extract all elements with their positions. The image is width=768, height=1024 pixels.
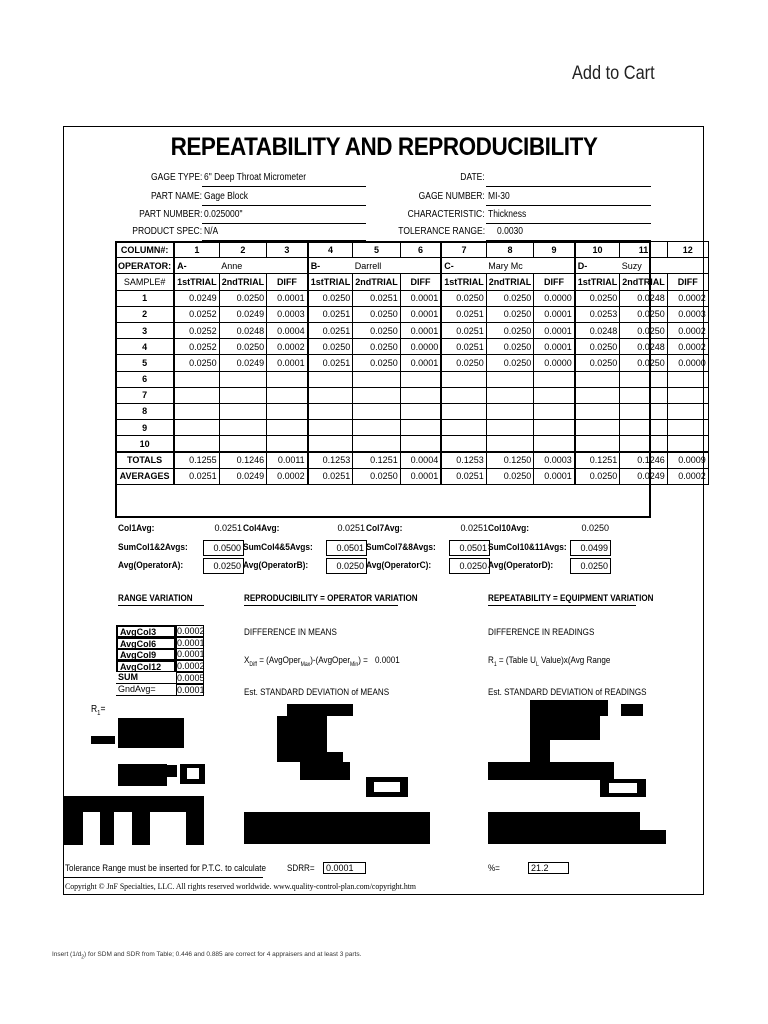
measurement-cell: 0.0002 <box>667 322 708 338</box>
measurement-cell <box>441 371 486 387</box>
measurement-cell <box>667 387 708 403</box>
measurement-cell: 0.0252 <box>174 339 219 355</box>
column-number: 7 <box>441 242 486 258</box>
column-number: 1 <box>174 242 219 258</box>
measurement-cell: 0.0251 <box>353 290 401 306</box>
measurement-cell <box>667 403 708 419</box>
measurement-cell: 0.0250 <box>353 339 401 355</box>
measurement-cell: 0.0250 <box>620 322 668 338</box>
measurement-cell <box>575 403 620 419</box>
measurement-cell: 0.0248 <box>620 339 668 355</box>
r1-label: $R_1=$ <box>91 704 106 717</box>
measurement-cell <box>575 436 620 452</box>
repeatability-title: REPEATABILITY = EQUIPMENT VARIATION <box>488 593 654 604</box>
sample-number: 2 <box>116 306 175 322</box>
measurement-cell: 0.0250 <box>353 355 401 371</box>
measurement-cell: 0.0251 <box>308 355 353 371</box>
summary-label: SumCol10&11Avgs: <box>488 542 567 553</box>
operator-name: Suzy <box>620 258 709 274</box>
average-cell: 0.0250 <box>575 468 620 484</box>
summary-label: Col7Avg: <box>366 523 403 534</box>
range-label: GndAvg= <box>116 684 176 696</box>
total-cell: 0.1255 <box>174 452 219 468</box>
measurement-cell <box>441 403 486 419</box>
summary-label: Col1Avg: <box>118 523 155 534</box>
measurement-cell: 0.0000 <box>534 355 575 371</box>
measurement-cell: 0.0251 <box>308 306 353 322</box>
measurement-cell <box>400 403 441 419</box>
measurement-cell: 0.0001 <box>400 306 441 322</box>
measurement-cell: 0.0001 <box>400 322 441 338</box>
gage-type-label: GAGE TYPE: <box>150 172 202 183</box>
average-cell: 0.0251 <box>441 468 486 484</box>
measurement-cell <box>400 387 441 403</box>
operator-letter: C- <box>441 258 486 274</box>
operator-letter: A- <box>174 258 219 274</box>
measurement-cell <box>219 387 267 403</box>
total-cell: 0.1253 <box>308 452 353 468</box>
average-cell: 0.0251 <box>174 468 219 484</box>
average-cell: 0.0249 <box>219 468 267 484</box>
summary-value: 0.0250 <box>203 558 244 574</box>
totals-label: TOTALS <box>116 452 175 468</box>
range-label: SUM <box>116 672 176 684</box>
column-number: 9 <box>534 242 575 258</box>
measurement-cell <box>353 420 401 436</box>
difference-in-readings-label: DIFFERENCE IN READINGS <box>488 627 595 638</box>
trial-header: 2ndTRIAL <box>219 274 267 290</box>
trial-header-row <box>116 274 709 290</box>
trial-header: 1stTRIAL <box>308 274 353 290</box>
average-cell: 0.0001 <box>400 468 441 484</box>
measurement-cell <box>441 436 486 452</box>
copyright: Copyright © JnF Specialties, LLC. All rights reserved worldwide. www.quality-control-plan.com/copyright.htm <box>65 881 416 891</box>
column-number: 12 <box>667 242 708 258</box>
range-value: 0.0005 <box>177 672 205 683</box>
summary-value: 0.0250 <box>449 558 490 574</box>
measurement-cell <box>400 420 441 436</box>
add-to-cart-link[interactable]: Add to Cart <box>572 63 655 84</box>
column-number: 3 <box>267 242 308 258</box>
measurement-cell <box>667 371 708 387</box>
measurement-cell: 0.0250 <box>486 290 534 306</box>
sample-number: 7 <box>116 387 175 403</box>
measurement-cell: 0.0249 <box>219 355 267 371</box>
measurement-cell: 0.0252 <box>174 306 219 322</box>
total-cell: 0.1250 <box>486 452 534 468</box>
trial-header: 2ndTRIAL <box>486 274 534 290</box>
measurement-cell <box>219 403 267 419</box>
measurement-cell <box>620 387 668 403</box>
measurement-cell <box>353 371 401 387</box>
average-cell: 0.0002 <box>267 468 308 484</box>
summary-label: Avg(OperatorD): <box>488 560 554 571</box>
range-variation-title: RANGE VARIATION <box>118 593 193 604</box>
measurement-cell <box>219 420 267 436</box>
sample-number: 5 <box>116 355 175 371</box>
operator-row <box>116 258 709 274</box>
tolerance-range-value: 0.0030 <box>497 226 524 237</box>
measurement-cell: 0.0250 <box>486 322 534 338</box>
measurement-cell <box>308 436 353 452</box>
measurement-cell <box>174 403 219 419</box>
measurement-cell: 0.0250 <box>620 355 668 371</box>
part-name-value: Gage Block <box>204 191 248 202</box>
range-label: AvgCol9 <box>116 648 176 660</box>
measurement-cell <box>620 436 668 452</box>
measurement-cell: 0.0003 <box>667 306 708 322</box>
summary-value: 0.0251 <box>214 523 242 533</box>
range-value: 0.0002 <box>177 626 205 636</box>
trial-header: DIFF <box>534 274 575 290</box>
sdrr-value: 0.0001 <box>323 862 366 874</box>
measurement-cell <box>575 387 620 403</box>
tolerance-range-label: TOLERANCE RANGE: <box>398 226 485 237</box>
part-number-value: 0.025000" <box>204 209 243 220</box>
measurement-cell <box>308 371 353 387</box>
percent-label: %= <box>488 863 500 874</box>
operator-letter: D- <box>575 258 620 274</box>
measurement-cell: 0.0001 <box>400 290 441 306</box>
measurement-cell: 0.0249 <box>174 290 219 306</box>
measurement-cell: 0.0250 <box>219 290 267 306</box>
measurement-cell: 0.0251 <box>441 339 486 355</box>
measurement-cell: 0.0250 <box>486 339 534 355</box>
measurement-cell <box>400 371 441 387</box>
summary-value: 0.0251 <box>337 523 365 533</box>
trial-header: DIFF <box>667 274 708 290</box>
trial-header: 2ndTRIAL <box>620 274 668 290</box>
summary-value: 0.0250 <box>570 558 611 574</box>
average-cell: 0.0251 <box>308 468 353 484</box>
measurement-cell: 0.0250 <box>575 355 620 371</box>
table-row <box>116 403 709 419</box>
measurement-cell <box>575 420 620 436</box>
range-label: AvgCol3 <box>116 625 176 637</box>
est-sd-means-label: Est. STANDARD DEVIATION of MEANS <box>244 687 390 698</box>
summary-label: Col10Avg: <box>488 523 530 534</box>
measurement-cell: 0.0250 <box>174 355 219 371</box>
measurement-cell <box>267 387 308 403</box>
measurement-cell <box>575 371 620 387</box>
measurement-cell <box>620 371 668 387</box>
sample-number: 1 <box>116 290 175 306</box>
r1-formula: $R_1$ = (Table $U_L$ Value)x(Avg Range <box>488 655 611 668</box>
sample-number: 9 <box>116 420 175 436</box>
measurement-cell <box>219 436 267 452</box>
column-number: 5 <box>353 242 401 258</box>
column-number: 4 <box>308 242 353 258</box>
total-cell: 0.0004 <box>400 452 441 468</box>
measurement-cell: 0.0003 <box>267 306 308 322</box>
sample-number: 10 <box>116 436 175 452</box>
measurement-cell <box>219 371 267 387</box>
totals-row <box>116 452 709 468</box>
measurement-cell <box>308 420 353 436</box>
column-header-row <box>116 242 709 258</box>
measurement-cell <box>174 436 219 452</box>
range-label: AvgCol6 <box>116 637 176 649</box>
range-value: 0.0001 <box>177 649 205 660</box>
characteristic-value: Thickness <box>488 209 527 220</box>
measurement-cell: 0.0002 <box>667 339 708 355</box>
average-cell: 0.0250 <box>353 468 401 484</box>
measurement-cell <box>667 436 708 452</box>
range-value: 0.0002 <box>177 661 205 672</box>
total-cell: 0.1251 <box>353 452 401 468</box>
column-number: 2 <box>219 242 267 258</box>
measurement-cell <box>534 371 575 387</box>
table-row <box>116 306 709 322</box>
range-value: 0.0001 <box>177 637 205 648</box>
sample-number: 6 <box>116 371 175 387</box>
range-value: 0.0001 <box>177 684 205 695</box>
measurement-cell <box>534 420 575 436</box>
sample-label: SAMPLE# <box>116 274 175 290</box>
column-number: 10 <box>575 242 620 258</box>
average-cell: 0.0250 <box>486 468 534 484</box>
trial-header: 1stTRIAL <box>441 274 486 290</box>
column-number: 11 <box>620 242 668 258</box>
measurement-cell: 0.0252 <box>174 322 219 338</box>
measurement-cell <box>486 371 534 387</box>
x-diff-value: 0.0001 <box>375 655 400 666</box>
measurement-cell <box>174 387 219 403</box>
total-cell: 0.1246 <box>219 452 267 468</box>
gage-type-value: 6" Deep Throat Micrometer <box>204 172 307 183</box>
table-row <box>116 387 709 403</box>
column-number: 6 <box>400 242 441 258</box>
table-row <box>116 339 709 355</box>
average-cell: 0.0002 <box>667 468 708 484</box>
summary-value: 0.0501 <box>449 540 490 556</box>
summary-label: Avg(OperatorB): <box>243 560 309 571</box>
measurement-cell: 0.0000 <box>667 355 708 371</box>
measurement-cell: 0.0001 <box>400 355 441 371</box>
averages-row <box>116 468 709 484</box>
measurement-cell: 0.0250 <box>353 322 401 338</box>
summary-value: 0.0250 <box>326 558 367 574</box>
summary-label: Avg(OperatorC): <box>366 560 432 571</box>
measurement-cell: 0.0001 <box>534 339 575 355</box>
operator-label: OPERATOR: <box>116 258 175 274</box>
measurement-cell: 0.0250 <box>441 355 486 371</box>
measurement-cell <box>534 403 575 419</box>
measurement-cell: 0.0250 <box>486 355 534 371</box>
operator-name: Mary Mc <box>486 258 575 274</box>
measurement-cell: 0.0250 <box>486 306 534 322</box>
table-row <box>116 290 709 306</box>
operator-name: Darrell <box>353 258 442 274</box>
date-label: DATE: <box>460 172 485 183</box>
tolerance-note: Tolerance Range must be inserted for P.T.C. to calculate <box>65 863 266 874</box>
measurement-cell <box>174 371 219 387</box>
measurement-cell: 0.0250 <box>353 306 401 322</box>
measurement-cell <box>486 403 534 419</box>
measurement-cell: 0.0250 <box>308 290 353 306</box>
table-row <box>116 436 709 452</box>
measurement-cell <box>667 420 708 436</box>
measurement-cell: 0.0250 <box>308 339 353 355</box>
trial-header: 1stTRIAL <box>174 274 219 290</box>
measurement-cell: 0.0001 <box>267 290 308 306</box>
part-number-label: PART NUMBER: <box>138 209 202 220</box>
summary-value: 0.0251 <box>460 523 488 533</box>
difference-in-means-label: DIFFERENCE IN MEANS <box>244 627 337 638</box>
percent-value: 21.2 <box>528 862 569 874</box>
average-cell: 0.0249 <box>620 468 668 484</box>
measurement-cell <box>267 371 308 387</box>
total-cell: 0.0011 <box>267 452 308 468</box>
measurement-cell <box>620 403 668 419</box>
measurement-cell: 0.0000 <box>400 339 441 355</box>
measurement-cell: 0.0004 <box>267 322 308 338</box>
measurement-cell: 0.0250 <box>575 290 620 306</box>
measurement-cell <box>267 403 308 419</box>
measurement-cell: 0.0251 <box>441 322 486 338</box>
measurement-cell <box>486 436 534 452</box>
column-number: 8 <box>486 242 534 258</box>
total-cell: 0.1246 <box>620 452 668 468</box>
total-cell: 0.0009 <box>667 452 708 468</box>
summary-value: 0.0499 <box>570 540 611 556</box>
operator-letter: B- <box>308 258 353 274</box>
total-cell: 0.0003 <box>534 452 575 468</box>
averages-label: AVERAGES <box>116 468 175 484</box>
measurement-cell: 0.0001 <box>534 322 575 338</box>
measurement-cell <box>267 436 308 452</box>
table-row <box>116 371 709 387</box>
measurement-cell <box>441 387 486 403</box>
summary-value: 0.0250 <box>581 523 609 533</box>
product-spec-value: N/A <box>204 226 219 237</box>
measurement-cell: 0.0001 <box>534 306 575 322</box>
sample-number: 8 <box>116 403 175 419</box>
summary-label: Avg(OperatorA): <box>118 560 184 571</box>
range-label: AvgCol12 <box>116 660 176 672</box>
measurement-cell: 0.0250 <box>219 339 267 355</box>
column-label: COLUMN#: <box>116 242 175 258</box>
measurement-cell: 0.0002 <box>667 290 708 306</box>
measurement-cell <box>353 387 401 403</box>
summary-label: SumCol7&8Avgs: <box>366 542 436 553</box>
sample-number: 4 <box>116 339 175 355</box>
measurement-cell: 0.0249 <box>219 306 267 322</box>
measurement-cell <box>174 420 219 436</box>
table-row <box>116 322 709 338</box>
trial-header: DIFF <box>400 274 441 290</box>
summary-label: SumCol1&2Avgs: <box>118 542 188 553</box>
sdrr-label: SDRR= <box>287 863 315 874</box>
measurement-cell: 0.0248 <box>620 290 668 306</box>
gage-number-label: GAGE NUMBER: <box>418 191 485 202</box>
measurement-cell: 0.0253 <box>575 306 620 322</box>
measurement-cell: 0.0002 <box>267 339 308 355</box>
characteristic-label: CHARACTERISTIC: <box>408 209 485 220</box>
measurement-cell <box>441 420 486 436</box>
reproducibility-title: REPRODUCIBILITY = OPERATOR VARIATION <box>244 593 418 604</box>
x-diff-formula: $X_{Diff}$ = (AvgOper$_{Max}$)-(AvgOper$_{Min}$) = <box>244 655 368 668</box>
measurement-cell <box>400 436 441 452</box>
measurement-cell <box>534 387 575 403</box>
sample-number: 3 <box>116 322 175 338</box>
measurement-cell <box>267 420 308 436</box>
table-row <box>116 420 709 436</box>
trial-header: 2ndTRIAL <box>353 274 401 290</box>
measurement-cell <box>353 403 401 419</box>
est-sd-readings-label: Est. STANDARD DEVIATION of READINGS <box>488 687 647 698</box>
measurement-cell <box>308 403 353 419</box>
gage-number-value: MI-30 <box>488 191 510 202</box>
trial-header: 1stTRIAL <box>575 274 620 290</box>
total-cell: 0.1251 <box>575 452 620 468</box>
footer-note: Insert $(1/d_2)$ for SDM and SDR from Table; 0.446 and 0.885 are correct for 4 appraisers and at least 3 parts. <box>52 951 362 961</box>
summary-value: 0.0501 <box>326 540 367 556</box>
total-cell: 0.1253 <box>441 452 486 468</box>
summary-value: 0.0500 <box>203 540 244 556</box>
measurement-cell <box>486 387 534 403</box>
page-title: REPEATABILITY AND REPRODUCIBILITY <box>170 133 598 161</box>
product-spec-label: PRODUCT SPEC: <box>132 226 202 237</box>
average-cell: 0.0001 <box>534 468 575 484</box>
measurement-grid <box>115 241 709 485</box>
measurement-cell <box>353 436 401 452</box>
measurement-cell <box>534 436 575 452</box>
measurement-cell: 0.0251 <box>441 306 486 322</box>
measurement-cell <box>486 420 534 436</box>
measurement-cell: 0.0000 <box>534 290 575 306</box>
trial-header: DIFF <box>267 274 308 290</box>
measurement-cell: 0.0251 <box>308 322 353 338</box>
summary-label: Col4Avg: <box>243 523 280 534</box>
table-row <box>116 355 709 371</box>
measurement-cell: 0.0248 <box>575 322 620 338</box>
measurement-cell: 0.0250 <box>441 290 486 306</box>
measurement-cell: 0.0250 <box>620 306 668 322</box>
operator-name: Anne <box>219 258 308 274</box>
summary-label: SumCol4&5Avgs: <box>243 542 313 553</box>
measurement-cell: 0.0250 <box>575 339 620 355</box>
measurement-cell <box>620 420 668 436</box>
measurement-cell: 0.0248 <box>219 322 267 338</box>
measurement-cell: 0.0001 <box>267 355 308 371</box>
measurement-cell <box>308 387 353 403</box>
part-name-label: PART NAME: <box>150 191 202 202</box>
